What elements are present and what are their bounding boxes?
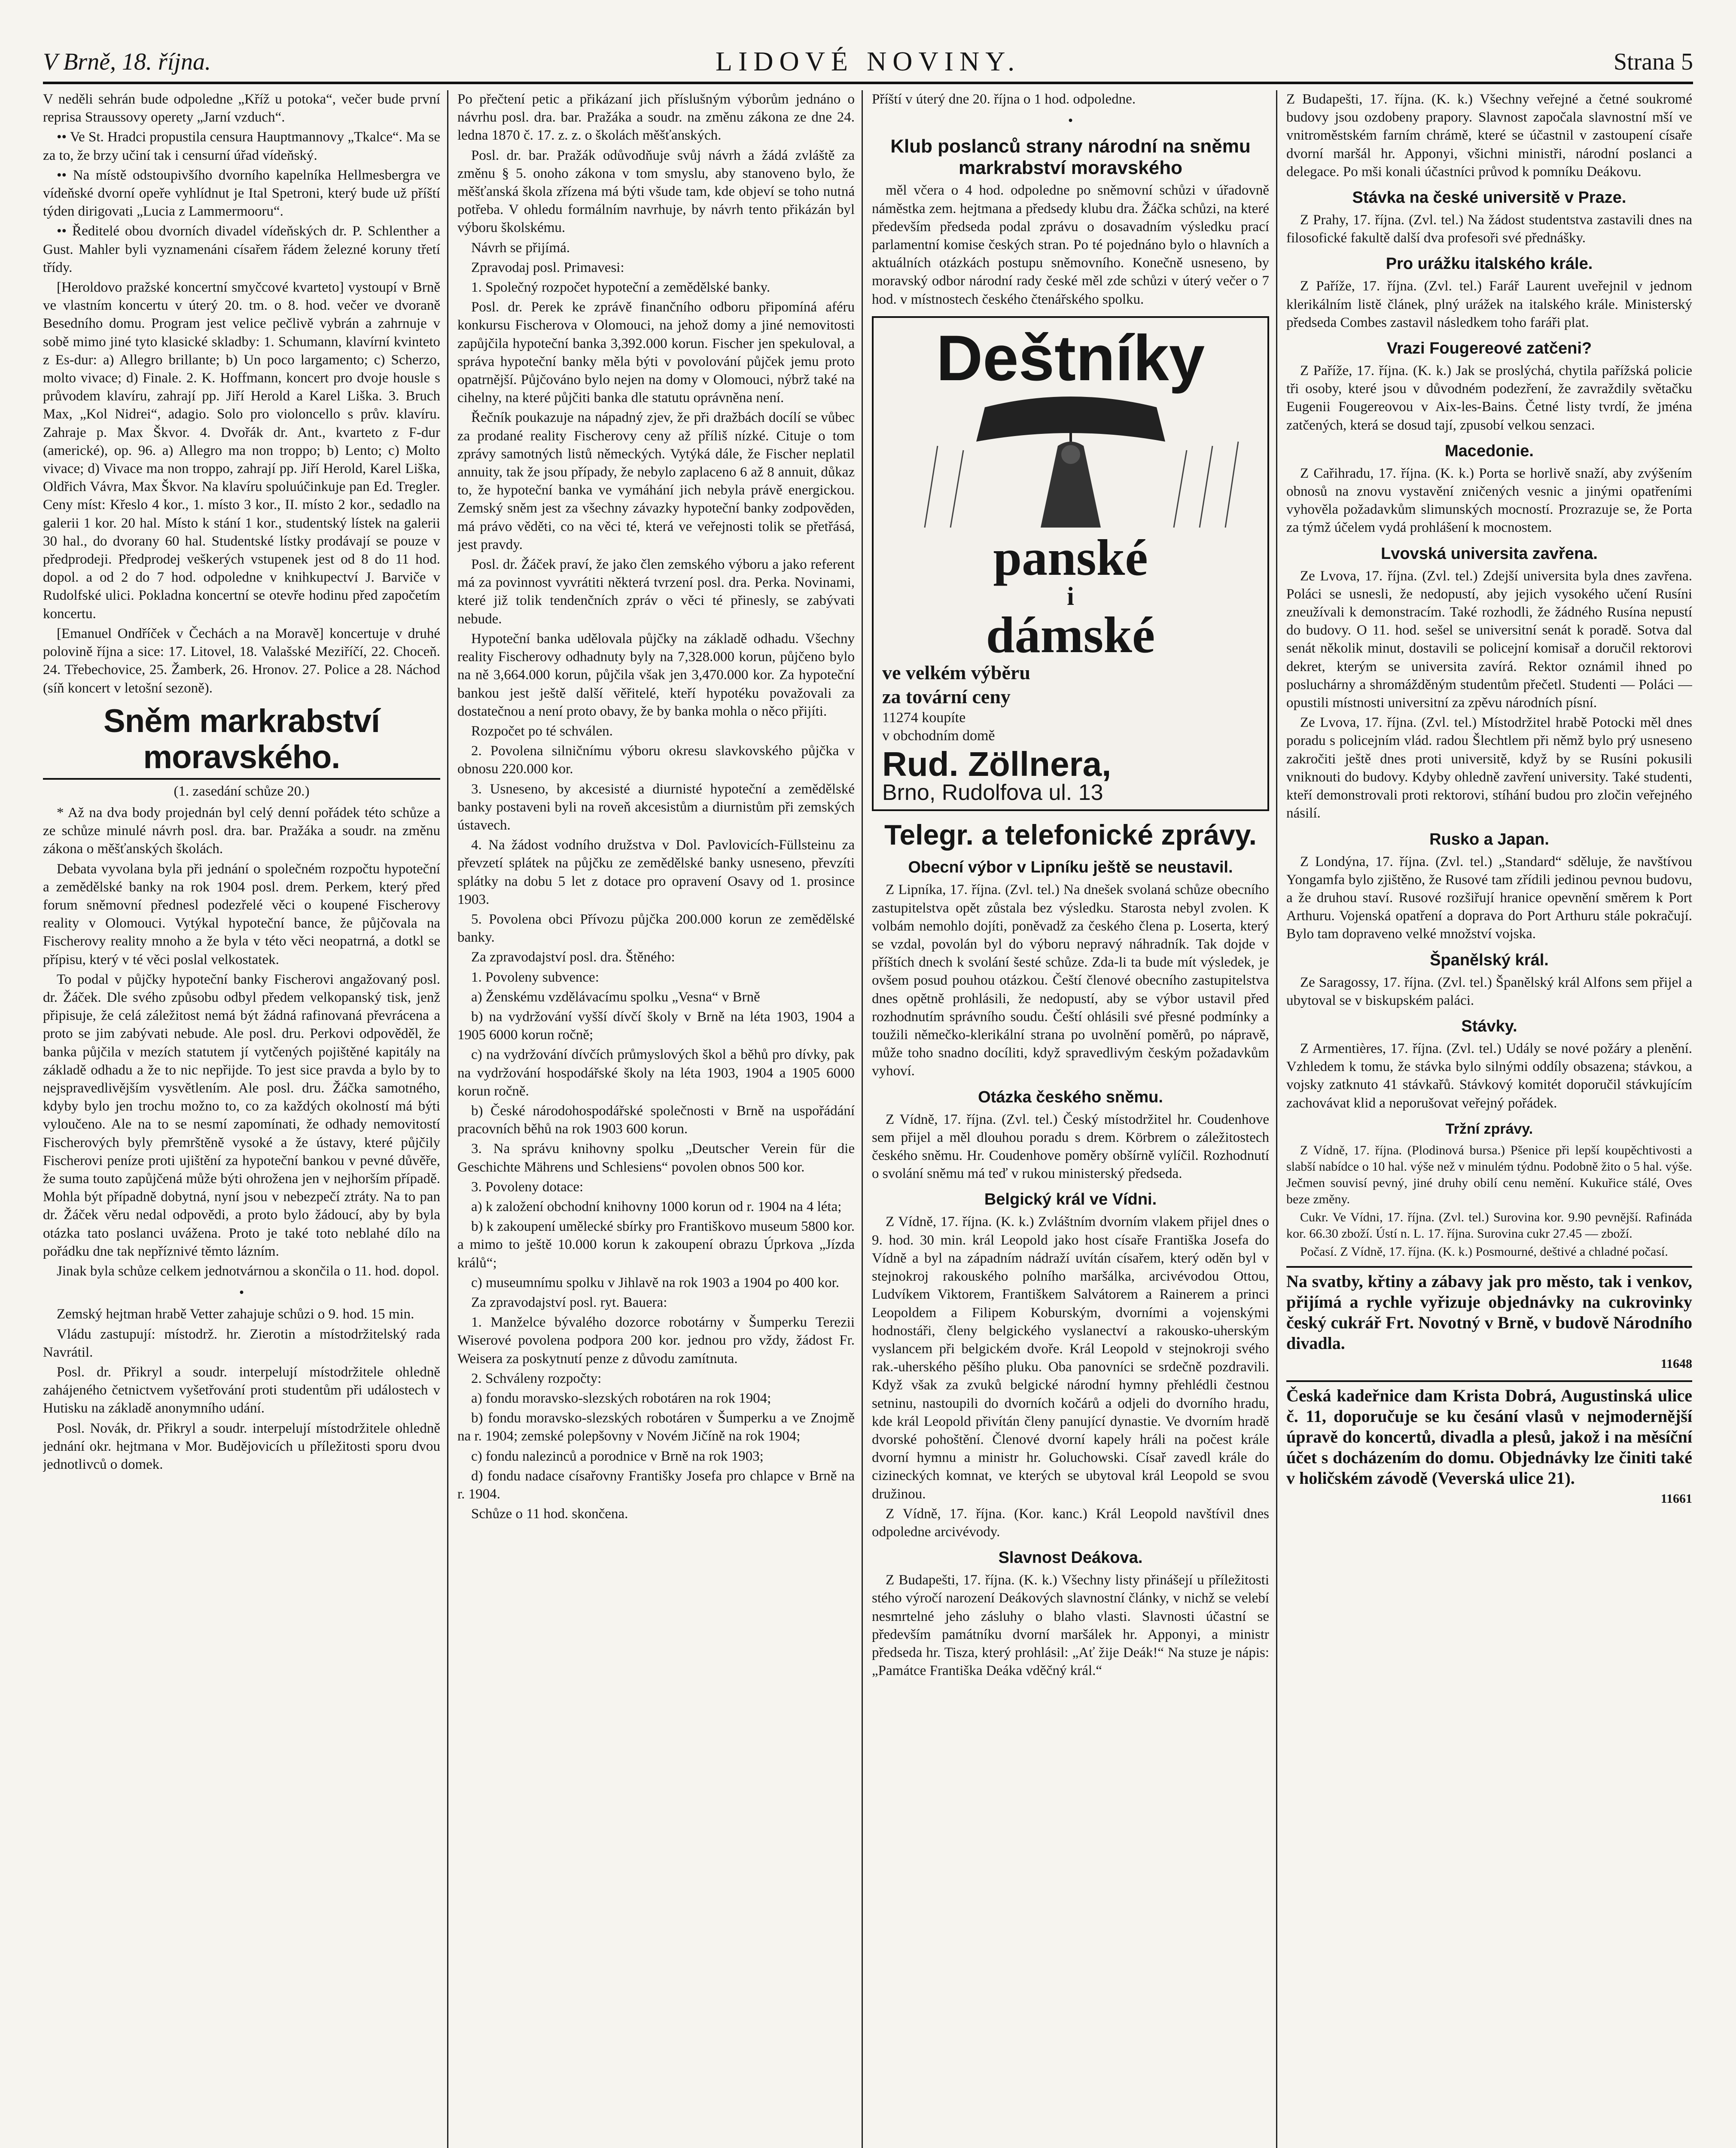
headline-macedonia: Macedonie. <box>1445 442 1534 460</box>
ad-buy: 11274 koupíte <box>882 709 966 726</box>
column-rule <box>1276 90 1277 2148</box>
article-text: c) museumnímu spolku v Jihlavě na rok 1903 a 1904 po 400 kor. <box>471 1275 839 1291</box>
article-text: Příští v úterý dne 20. října o 1 hod. odpoledne. <box>872 92 1136 107</box>
article-text: Z Paříže, 17. října. (Zvl. tel.) Farář Laurent uveřejnil v jednom klerikálním listě článek, plný urážek na italského krále. Ministerský předseda Combes zastavil následkem toho faráři plat. <box>1286 278 1692 330</box>
article-text: Návrh se přijímá. <box>471 240 570 256</box>
headline-university-strike: Stávka na české universitě v Praze. <box>1352 189 1626 207</box>
ad-text: Na svatby, křtiny a zábavy jak pro město, tak i venkov, přijímá a rychle vyřizuje objednávky na cukrovinky český cukrář Frt. Novotný v Brně, v budově Národního divadla. <box>1286 1271 1692 1353</box>
article-text: Zemský hejtman hrabě Vetter zahajuje schůzi o 9. hod. 15 min. <box>57 1306 414 1322</box>
column-4 <box>1286 90 1692 2148</box>
article-text: Za zpravodajství posl. ryt. Bauera: <box>471 1295 667 1310</box>
ad-address: Brno, Rudolfova ul. 13 <box>882 780 1103 806</box>
article-text: c) na vydržování dívčích průmyslových škol a běhů pro dívky, pak na vydržování hospodářské školy na léta 1903, 1904 a 1905 6000 korun ročně. <box>457 1047 855 1099</box>
headline-italian-king: Pro urážku italského krále. <box>1386 255 1593 273</box>
headline-snem: Sněm markrabství moravského. <box>43 703 440 780</box>
article-text: •• Ve St. Hradci propustila censura Hauptmannovy „Tkalce“. Ma se za to, že brzy učiní tak i censurní úřad vídeňský. <box>43 129 440 163</box>
article-text: Za zpravodajství posl. dra. Štěného: <box>471 949 675 965</box>
column-2 <box>457 90 855 2148</box>
ad-prices: za tovární ceny <box>882 685 1011 708</box>
article-text: b) fondu moravsko-slezských robotáren v Šumperku a ve Znojmě na r. 1904; zemské polepšovny v Novém Jičíně na rok 1904; <box>457 1410 855 1444</box>
umbrella-advertisement <box>872 316 1269 812</box>
article-text: a) fondu moravsko-slezských robotáren na rok 1904; <box>471 1391 771 1407</box>
column-3 <box>872 90 1269 2148</box>
article-text: Vládu zastupují: místodrž. hr. Zierotin a místodržitelský rada Navrátil. <box>43 1326 440 1360</box>
article-text: Zpravodaj posl. Primavesi: <box>471 259 624 275</box>
headline-fougere: Vrazi Fougereové zatčeni? <box>1386 339 1592 358</box>
article-text: 1. Společný rozpočet hypoteční a zemědělské banky. <box>471 280 771 296</box>
article-text: Schůze o 11 hod. skončena. <box>471 1506 628 1522</box>
ad-conjunction: i <box>1067 582 1074 610</box>
header-dateline: V Brně, 18. října. <box>43 49 211 75</box>
ad-number: 11648 <box>1660 1356 1692 1371</box>
article-text: Z Prahy, 17. října. (Zvl. tel.) Na žádost studentstva zastavili dnes na filosofické fakultě další dva profesoři své přednášky. <box>1286 212 1692 246</box>
headline-market: Tržní zprávy. <box>1445 1120 1533 1137</box>
headline-russia-japan: Rusko a Japan. <box>1429 830 1549 848</box>
headline-belgian-king: Belgický král ve Vídni. <box>984 1190 1157 1209</box>
article-text: •• Ředitelé obou dvorních divadel vídeňských dr. P. Schlenther a Gust. Mahler byli vyznamenáni císařem řádem železné koruny třetí třídy. <box>43 223 440 275</box>
ad-damske: dámské <box>986 606 1155 663</box>
ad-title: Deštníky <box>936 321 1205 394</box>
ad-merchant: Rud. Zöllnera, <box>882 745 1112 784</box>
hairdresser-advertisement <box>1286 1380 1692 1509</box>
article-text: 2. Povolena silničnímu výboru okresu slavkovského půjčka v obnosu 220.000 kor. <box>457 743 855 777</box>
article-text: [Heroldovo pražské koncertní smyčcové kvarteto] vystoupí v Brně ve vlastním koncertu v úterý 20. tm. o 8. hod. večer ve dvoraně Besedního domu. Program jest velice pečlivě vybrán a zahrnuje v sobě mimo jiné tyto klasické skladby: 1. Schumann, klavírní kvinteto z Es-dur: a) Allegro brillante; b) Un poco largamento; c) Scherzo, molto vivace; d) Finale. 2. K. Hoffmann, koncert pro dvoje housle s průvodem klavíru, zahrají pp. Jiří Herold a Karel Liška. 3. Bruch Max, „Kol Nidrei“, adagio. Solo pro violoncello s prův. klavíru. Zahraje p. Max Škvor. 4. Dvořák dr. Ant., kvarteto z F-dur (americké), op. 96. a) Allegro ma non troppo; b) Lento; c) Molto vivace; d) Vivace ma non troppo, zahrají pp. Jiří Herold, Karel Liška, Oldřich Vávra, Max Škvor. Na klavíru spoluúčinkuje pan Ed. Tregler. Ceny míst: Křeslo 4 kor., 1. místo 3 kor., II. místo 2 kor., sedadlo na galerii 1 kor. 20 hal. Místo k stání 1 kor., studentský lístek na galerii 30 hal., do dvorany 60 hal. Studentské lístky prodávají se pouze v předprodeji. Předprodej veškerých vstupenek jest od 8 do 11 hod. dopol. a od 2 do 7 hod. odpoledne v knihkupectví J. Barviče v Rudolfské ulici. Pokladna koncertní se otevře hodinu před započetím koncertu. <box>43 280 440 622</box>
article-text: Rozpočet po té schválen. <box>471 723 613 739</box>
article-text: Posl. dr. Perek ke zprávě finančního odboru připomíná aféru konkursu Fischerova v Olomouci, na jehož domy a jiné nemovitosti zapůjčila hypoteční banka 3,392.000 korun. Fischer jen spekuloval, a správa hypoteční banky měla býti v povolování půjček jemu proto opatrnější. Půjčováno bylo nejen na domy v Olomouci, nýbrž také na cihelny, na které půjčiti banka dle statutu oprávněna není. <box>457 299 855 406</box>
column-1 <box>43 90 440 2148</box>
article-text: Z Armentières, 17. října. (Zvl. tel.) Udály se nové požáry a plenění. Vzhledem k tomu, že stávka bylo silnými oddíly obsazena; stávkou, a vojsky zatknuto 41 stávkařů. Stávkový komitét doporučil stávkujícím zachovávat klid a neporušovat veřejný pořádek. <box>1286 1040 1692 1111</box>
headline-strikes: Stávky. <box>1461 1017 1517 1035</box>
article-text: b) České národohospodářské společnosti v Brně na uspořádání pracovních běhů na rok 1903 600 korun. <box>457 1103 855 1137</box>
article-text: Ze Saragossy, 17. října. (Zvl. tel.) Španělský král Alfons sem přijel a ubytoval se v biskupském paláci. <box>1286 974 1692 1008</box>
article-text: 5. Povolena obci Přívozu půjčka 200.000 korun ze zemědělské banky. <box>457 911 855 946</box>
article-text: 3. Povoleny dotace: <box>471 1179 584 1195</box>
article-text: Z Cařihradu, 17. října. (K. k.) Porta se horlivě snaží, aby zvýšením obnosů na znovu vystavění zničených vesnic a jinými opatřeními vyhověla požadavkům slimunských mocností. Prozrazuje se, že Porta za týmž účelem vydá prohlášení k mocnostem. <box>1286 465 1692 536</box>
weather-text: Počasí. Z Vídně, 17. října. (K. k.) Posmourné, deštivé a chladné počasí. <box>1300 1244 1668 1259</box>
article-text: Hypoteční banka udělovala půjčky na základě odhadu. Všechny reality Fischerovy odhadnuty byly na 7,328.000 korun, půjčeno bylo na ně 3,664.000 korun, půjčila však jen 3,470.000 kor. Za hypoteční bankou jest ještě další věřitelé, kteří hypotéku považovali za dostatečnou a není proto obavy, že by banka mohla o něco přijíti. <box>457 631 855 719</box>
article-text: c) fondu nalezinců a porodnice v Brně na rok 1903; <box>471 1448 764 1464</box>
headline-lviv-university: Lvovská universita zavřena. <box>1381 544 1598 563</box>
article-text: Debata vyvolana byla při jednání o společném rozpočtu hypoteční a zemědělské banky na rok 1904 posl. drem. Perkem, který před forum sněmovní přednesl podezřelé věci o koupené Fischerovy reality v Olomouci. Vytýkal hypoteční bance, že půjčovala na Fischerovy reality mnoho a že byla v této věci neopatrná, a dotkl se přípisu, který v té věci poslal velkostatek. <box>43 861 440 967</box>
article-text: * Až na dva body projednán byl celý denní pořádek této schůze a ze schůze minulé návrh posl. dra. bar. Pražáka a soudr. na změnu zákona o měšťanských školách. <box>43 805 440 857</box>
separator-dot: • <box>1068 113 1073 129</box>
article-text: a) k založení obchodní knihovny 1000 korun od r. 1904 na 4 léta; <box>471 1199 842 1214</box>
ad-panske: panské <box>993 528 1148 586</box>
section-telegrams: Telegr. a telefonické zprávy. <box>884 819 1257 851</box>
subheading: (1. zasedání schůze 20.) <box>174 783 310 799</box>
article-text: Posl. dr. Přikryl a soudr. interpelují místodržitele ohledně zahájeného četnictvem vyšetřování proti studentům při událostech v Hutisku na základě anonymního udání. <box>43 1364 440 1416</box>
article-text: Z Vídně, 17. října. (Zvl. tel.) Český místodržitel hr. Coudenhove sem přijel a měl dlouhou poradu s drem. Körbrem o záležitostech českého sněmu. Hr. Coudenhove poměry obšírně vylíčil. Rozhodnutí o svolání sněmu má teď v rukou ministerský předseda. <box>872 1111 1269 1182</box>
article-text: 4. Na žádost vodního družstva v Dol. Pavlovicích-Füllsteinu za převzetí splátek na půjčku ze zemědělské banky usneseno, převzíti splátky na dobu 5 let z dotace pro opravení Osavy od 1. prosince 1903. <box>457 837 855 907</box>
article-text: Z Budapešti, 17. října. (K. k.) Všechny veřejné a četné soukromé budovy jsou ozdobeny prapory. Slavnost započala slavnostní mší ve vnitroměstském farním chrámě, které se účastnil v zastoupení císaře dvorní maršál hr. Apponyi, všichni ministři, národní poslanci a delegace. Po mši konali účastníci průvod k pomníku Deákovu. <box>1286 92 1692 180</box>
separator-dot: • <box>239 1285 244 1301</box>
article-text: V neděli sehrán bude odpoledne „Kříž u potoka“, večer bude první reprisa Straussovy operety „Jarní vzduch“. <box>43 92 440 125</box>
headline-spanish-king: Španělský král. <box>1430 951 1549 969</box>
ad-house: v obchodním domě <box>882 728 995 744</box>
umbrella-icon <box>886 390 1255 532</box>
article-text: •• Na místě odstoupivšího dvorního kapelníka Hellmesbergra ve vídeňské dvorní opeře vyhlídnut je Ital Spetroni, který bude už příští týden dirigovati „Lucia z Lammermooru“. <box>43 167 440 220</box>
article-text: Po přečtení petic a přikázaní jich příslušným výborům jednáno o návrhu posl. dra. bar. Pražáka a soudr. na změnu zákona ze dne 24. ledna 1870 č. 17. z. z. o školách měšťanských. <box>457 92 855 143</box>
page-header <box>43 30 1693 84</box>
article-text: Z Lipníka, 17. října. (Zvl. tel.) Na dnešek svolaná schůze obecního zastupitelstva opět zůstala bez výsledku. Starosta nebyl zvolen. K volbám nemohlo dojíti, poněvadž za českého člena p. Loserta, který se vzdal, povolán byl do výboru nepravý náhradník. Tak dojde v příštích dnech k svolání šesté schůze. Zda-li ta bude mít výsledek, je ovšem posud pouhou otázkou. Čeští členové obecního zastupitelstva dnes opětně prohlásili, že nedopustí, aby se výbor ustavil před rozhodnutím správního soudu. Čeští ohlásili své přesné podmínky a toužili němečko-klerikální strana po uvolnění poměrů, po nápravě, může toho snadno docíliti, když spravedlivým českým požadavkům vyhoví. <box>872 882 1269 1079</box>
headline-deak: Slavnost Deákova. <box>998 1549 1143 1567</box>
article-text: 2. Schváleny rozpočty: <box>471 1370 602 1386</box>
article-text: Ze Lvova, 17. října. (Zvl. tel.) Zdejší universita byla dnes zavřena. Poláci se usnesli, že nedopustí, aby jejich vysokého učení Rusíni zneužívali k demonstracím. Také rozhodli, že žádného Rusína nepustí do budovy. O 11. hod. sešel se universitní senát k poradě. Sotva dal senát několik minut, dostavili se policejní komisař a doručil rektorovi dekret, kterým se universita zavírá. Rektor oznámil ihned po posluchárny a shromážděným studentům přečetl. Studenti — Poláci — opustili místnosti universitní za zpěvu národních písní. <box>1286 568 1692 711</box>
headline-klub: Klub poslanců strany národní na sněmu markrabství moravského <box>890 136 1251 179</box>
ad-choice: ve velkém výběru <box>882 661 1030 683</box>
article-text: Posl. dr. bar. Pražák odůvodňuje svůj návrh a žádá zvláště za změnu § 5. onoho zákona v tom smyslu, aby stanoveno bylo, že měšťanská škola zřízena má býti všude tam, kde objeví se toho nutná potřeba. V ohledu formálním navrhuje, by návrh tento přikázán byl výboru školskému. <box>457 147 855 236</box>
article-text: Z Vídně, 17. října. (K. k.) Zvláštním dvorním vlakem přijel dnes o 9. hod. 30 min. král Leopold jako host císaře Františka Josefa do Vídně a byl na západním nádraží uvítán císařem, který oděn byl v stejnokroj rakouského polního maršálka, arcivévodou Ottou, Ludvíkem Viktorem, Františkem Salvátorem a Rainerem a princi Leopoldem a Filipem Koburským, dvorními a vojenskými hodnostáři, členy belgického vyslanectví a rakousko-uherským vyslancem při belgickém dvoře. Král Leopold v stejnokroji svého rak.-uherského pěšího pluku. Oba panovníci se srdečně pozdravili. Když však za zvuků belgické národní hymny přehlédli čestnou setninu, nastoupili do dvorních kočárů a odjeli do dvorního hradu, kde král Leopold přivítán členy panující dynastie. Ve dvorním hradě dvorské pohoštění. Členové dvorní kapely hráli na počest krále dvorní hymnu a ministr hr. Goluchowski. Císař zavedl krále do cizineckých komnat, ve kterých se ubytoval král Leopold se svou družinou. <box>872 1214 1269 1502</box>
article-text: 3. Na správu knihovny spolku „Deutscher Verein für die Geschichte Mährens und Schlesiens“ povolen obnos 500 kor. <box>457 1141 855 1175</box>
ad-number: 11661 <box>1660 1491 1692 1506</box>
sugar-text: Cukr. Ve Vídni, 17. října. (Zvl. tel.) Surovina kor. 9.90 pevnější. Rafináda kor. 66.30 zboží. Ústí n. L. 17. října. Surovina cukr 27.45 — zboží. <box>1286 1210 1692 1241</box>
article-text: Z Vídně, 17. října. (Kor. kanc.) Král Leopold navštívil dnes odpoledne arcivévody. <box>872 1506 1269 1540</box>
article-text: Řečník poukazuje na nápadný zjev, že při dražbách docílí se vůbec za prodané reality Fischerovy ceny až příliš nízké. Cituje o tom zprávy samotných listů německých. Vytýká dále, že Fischer neplatil annuity, tak že jsou případy, že nebylo zaplaceno 6 až 8 annuit, důkaz to, že hypoteční banka ve vymáhání jich nebyla právě energickou. Zemský sněm jest za všechny závazky hypoteční banky zodpověden, má právo věděti, co na věci té, která ve veřejnosti tolik se přetřásá, jest pravdy. <box>457 410 855 552</box>
article-text: a) Ženskému vzdělávacímu spolku „Vesna“ v Brně <box>471 989 760 1005</box>
article-text: Posl. dr. Žáček praví, že jako člen zemského výboru a jako referent má za povinnost vyvrátiti některá tvrzení posl. dra. Perka. Novinami, které již tolik tendenčních zpráv o věci té přinesly, se zabývati nebude. <box>457 557 855 627</box>
article-text: Z Paříže, 17. října. (K. k.) Jak se proslýchá, chytila pařížská policie tři osoby, které jsou v důvodném podezření, že zavraždily světačku Eugenii Fougereovou v Aix-les-Bains. Četné listy tvrdí, že jména zatčených, která se dosud tají, zpusobí velkou senzaci. <box>1286 363 1692 433</box>
article-text: 1. Povoleny subvence: <box>471 969 599 985</box>
market-text: Z Vídně, 17. října. (Plodinová bursa.) Pšenice při lepší koupěchtivosti a slabší nabídce o 10 hal. výše než v minulém týdnu. Podobně žito o 5 hal. výše. Ječmen souvisí pevný, jiné druhy obilí cenu nemění. Kukuřice stálé, Oves beze změny. <box>1286 1143 1692 1206</box>
column-rule <box>447 90 448 2148</box>
article-text: b) k zakoupení umělecké sbírky pro Františkovo museum 5800 kor. a mimo to ještě 10.000 korun k zakoupení obrazu Úprkova „Jízda králů“; <box>457 1219 855 1271</box>
page-number: Strana 5 <box>1613 49 1693 75</box>
headline-lipnik: Obecní výbor v Lipníku ještě se neustavil. <box>908 858 1233 877</box>
ad-text: Česká kadeřnice dam Krista Dobrá, Augustinská ulice č. 11, doporučuje se ku česání vlasů v nejmodernější úpravě do koncertů, divadla a plesů, jakož i na měsíční účet s docházením do domu. Objednávky lze činiti také v holičském závodě (Veverská ulice 21). <box>1286 1385 1692 1488</box>
article-text: 3. Usneseno, by akcesisté a diurnisté hypoteční a zemědělské banky postaveni byli na roveň akcesistům a diurnistům při zemských ústavech. <box>457 781 855 833</box>
article-text: měl včera o 4 hod. odpoledne po sněmovní schůzi v úřadovně náměstka zem. hejtmana a předsedy klubu dra. Žáčka schůzi, na které především předseda podal zprávu o dosavadním výsledku prací parlamentní komise českých stran. Po té pojednáno bylo o hlavních a aktuálních otázkách postupu sněmovního. Konečně usneseno, by moravský odbor národní rady české měl zde schůzi v úterý večer o 7 hod. v místnostech českého čtenářského spolku. <box>872 183 1269 307</box>
headline-czech-diet: Otázka českého sněmu. <box>978 1088 1163 1106</box>
article-text: Posl. Novák, dr. Přikryl a soudr. interpelují místodržitele ohledně jednání okr. hejtmana v Mor. Budějovicích u příležitosti sporu dvou jednotlivců o domek. <box>43 1420 440 1473</box>
article-text: b) na vydržování vyšší dívčí školy v Brně na léta 1903, 1904 a 1905 6000 korun ročně; <box>457 1009 855 1043</box>
column-rule <box>862 90 863 2148</box>
article-text: 1. Manželce bývalého dozorce robotárny v Šumperku Terezii Wiserové povolena podpora 200 kor. jednou pro vždy, žádost Fr. Weisera za poskytnutí penze z důvodu zamítnuta. <box>457 1315 855 1367</box>
masthead: LIDOVÉ NOVINY. <box>715 46 1021 76</box>
article-text: To podal v půjčky hypoteční banky Fischerovi angažovaný posl. dr. Žáček. Dle svého způsobu odbyl předem velkopanský tisk, jenž připisuje, že celá záležitost nemá být žádná rafinovaná převrácena a proto se jim zabývati nebude. Ale posl. dru. Perkovi odpověděl, že banka půjčila v mezích statutem jí vytčených pojištěné kapitály na základě odhadu a že to nic nepřijde. To jest sice pravda a bylo by to nejspravedlivějším vysvětlením. Ale posl. dru. Žáčka samotného, kdyby bylo jen trochu možno to, co za každých okolností má býti vyloučeno. Ale na to se nesmí zapomínati, že odhady nemovitostí Fischerových byly přemrštěně vysoké a že ústavy, které půjčily Fischerovi peníze proti ujištění za hypoteční bankou v pevné důvěře, že suma touto zapůjčená může býti ohrožena jen v nejhorším případě. Mohla být případně dobytná, nyní jsou v nebezpečí ztráty. Na to pan dr. Žáček věru nedal odpovědi, a proto bylo žádoucí, aby by byla otázka tato poslanci uvážena. Proto je také toto neblahé dílo na pořádku dne tak nepříznivé těmto lázním. <box>43 971 440 1259</box>
article-text: Z Londýna, 17. října. (Zvl. tel.) „Standard“ sděluje, že navštívou Yongamfa bylo zjištěno, že Rusové tam zřídili jedinou pevnou budovu, a že druhou staví. Rusové rozšiřují hranice opevnění směrem k Port Arthuru. Vojenská opatření a doprava do Port Arthuru stále pokračují. Bylo tam dopraveno velké množství vojska. <box>1286 854 1692 942</box>
article-text: Z Budapešti, 17. října. (K. k.) Všechny listy přinášejí u příležitosti stého výročí narození Deákových slavnostní články, v nichž se velebí nesmrtelné jeho zásluhy o blaho vlasti. Slavnosti účastní se především památníku dvorní maršálek hr. Apponyi, a ministr předseda hr. Tisza, který prohlásil: „Ať žije Deák!“ Na stuze je nápis: „Památce Františka Deáka vděčný král.“ <box>872 1572 1269 1679</box>
confectioner-advertisement <box>1286 1266 1692 1374</box>
article-text: [Emanuel Ondříček v Čechách a na Moravě] koncertuje v druhé polovině října a sice: 17. Litovel, 18. Valašské Meziříčí, 22. Choceň. 24. Třebechovice, 25. Žamberk, 26. Hronov. 27. Police a 28. Náchod (síň koncert v letošní sezoně). <box>43 625 440 696</box>
article-text: Jinak byla schůze celkem jednotvárnou a skončila o 11. hod. dopol. <box>57 1263 439 1279</box>
article-text: d) fondu nadace císařovny Františky Josefa pro chlapce v Brně na r. 1904. <box>457 1468 855 1502</box>
article-text: Ze Lvova, 17. října. (Zvl. tel.) Místodržitel hrabě Potocki měl dnes poradu s policejním vlád. radou Šlechtlem při němž bylo prý usneseno zakročiti ještě dnes proti universitě, když by se Rusíni pokusili vniknouti do budovy. Kdyby ohledně zavření university. Také studenti, kteří demonstrovali proti rektorovi, stíhání budou pro zločin veřejného násilí. <box>1286 715 1692 821</box>
